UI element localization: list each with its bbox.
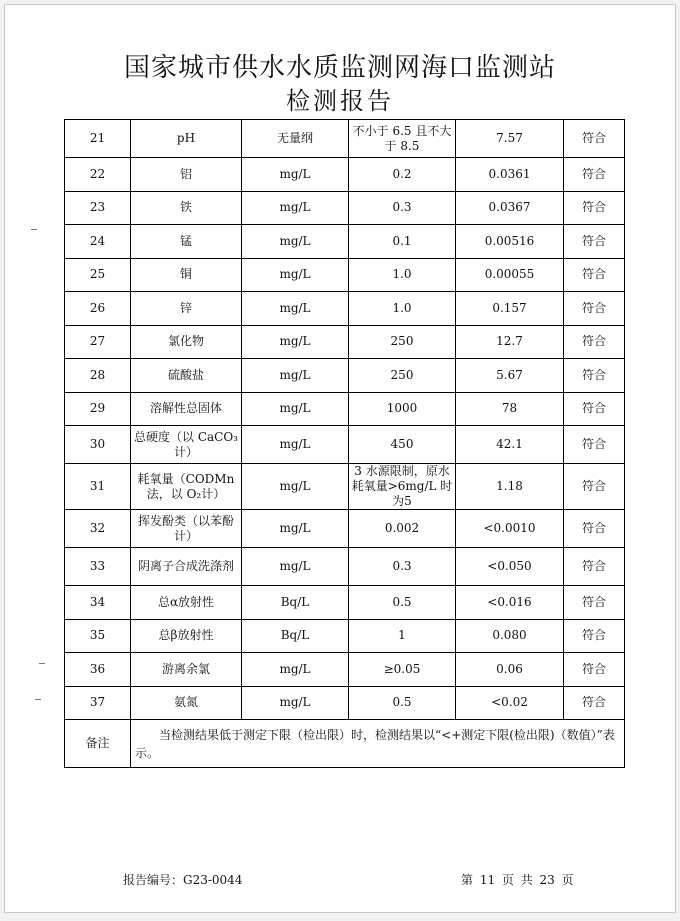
item-name: 锌 (131, 292, 242, 326)
row-number: 27 (65, 325, 131, 359)
note-text: 当检测结果低于测定下限（检出限）时，检测结果以“<+测定下限(检出限)（数值）”表示。 (135, 727, 615, 760)
scan-mark (39, 663, 45, 664)
limit-value: 不小于 6.5 且不大于 8.5 (349, 120, 456, 158)
table-row (65, 359, 625, 393)
limit-value: 0.5 (349, 686, 456, 720)
row-number: 30 (65, 426, 131, 464)
result-value: 78 (456, 392, 564, 426)
row-number: 35 (65, 619, 131, 653)
row-number: 32 (65, 510, 131, 548)
result-value: <0.02 (456, 686, 564, 720)
verdict: 符合 (564, 510, 625, 548)
result-value: 0.0367 (456, 191, 564, 225)
result-value: 0.0361 (456, 158, 564, 192)
unit: mg/L (242, 325, 349, 359)
result-value: 12.7 (456, 325, 564, 359)
row-number: 31 (65, 464, 131, 510)
limit-value: 0.2 (349, 158, 456, 192)
unit: mg/L (242, 225, 349, 259)
item-name: 总β放射性 (131, 619, 242, 653)
item-name: 阴离子合成洗涤剂 (131, 548, 242, 586)
verdict: 符合 (564, 158, 625, 192)
row-number: 37 (65, 686, 131, 720)
scan-mark (35, 699, 41, 700)
result-value: 42.1 (456, 426, 564, 464)
page-title: 国家城市供水水质监测网海口监测站 (123, 53, 556, 83)
limit-value: 0.002 (349, 510, 456, 548)
verdict: 符合 (564, 258, 625, 292)
limit-value: 0.3 (349, 548, 456, 586)
limit-value: 3 水源限制，原水耗氧量>6mg/L 时为5 (349, 464, 456, 510)
table-row (65, 510, 625, 548)
unit: mg/L (242, 392, 349, 426)
row-number: 21 (65, 120, 131, 158)
verdict: 符合 (564, 225, 625, 259)
unit: mg/L (242, 464, 349, 510)
item-name: 氨氮 (131, 686, 242, 720)
row-number: 23 (65, 191, 131, 225)
result-value: <0.050 (456, 548, 564, 586)
report-number: 报告编号：G23-0044 (123, 873, 243, 887)
result-value: 5.67 (456, 359, 564, 393)
row-number: 22 (65, 158, 131, 192)
item-name: 锰 (131, 225, 242, 259)
unit: Bq/L (242, 586, 349, 620)
table-row (65, 392, 625, 426)
item-name: 氯化物 (131, 325, 242, 359)
scan-mark (31, 229, 37, 230)
item-name: 耗氧量（CODMn法，以 O₂计） (131, 464, 242, 510)
limit-value: 1.0 (349, 292, 456, 326)
limit-value: 0.5 (349, 586, 456, 620)
limit-value: 1 (349, 619, 456, 653)
limit-value: 0.1 (349, 225, 456, 259)
verdict: 符合 (564, 426, 625, 464)
row-number: 33 (65, 548, 131, 586)
verdict: 符合 (564, 464, 625, 510)
verdict: 符合 (564, 548, 625, 586)
results-table (64, 119, 625, 768)
verdict: 符合 (564, 392, 625, 426)
verdict: 符合 (564, 653, 625, 687)
limit-value: 0.3 (349, 191, 456, 225)
result-value: 0.080 (456, 619, 564, 653)
verdict: 符合 (564, 325, 625, 359)
result-value: <0.016 (456, 586, 564, 620)
table-row (65, 258, 625, 292)
verdict: 符合 (564, 686, 625, 720)
note-row (65, 720, 625, 768)
note-label: 备注 (65, 720, 131, 768)
result-value: 0.06 (456, 653, 564, 687)
verdict: 符合 (564, 191, 625, 225)
table-row (65, 686, 625, 720)
table-row (65, 653, 625, 687)
item-name: 溶解性总固体 (131, 392, 242, 426)
result-value: 0.00516 (456, 225, 564, 259)
item-name: 铁 (131, 191, 242, 225)
row-number: 36 (65, 653, 131, 687)
item-name: 铝 (131, 158, 242, 192)
row-number: 26 (65, 292, 131, 326)
result-value: <0.0010 (456, 510, 564, 548)
limit-value: ≥0.05 (349, 653, 456, 687)
item-name: pH (131, 120, 242, 158)
report-page (4, 4, 676, 913)
row-number: 24 (65, 225, 131, 259)
item-name: 游离余氯 (131, 653, 242, 687)
table-row (65, 548, 625, 586)
unit: 无量纲 (242, 120, 349, 158)
result-value: 7.57 (456, 120, 564, 158)
table-row (65, 120, 625, 158)
unit: mg/L (242, 686, 349, 720)
item-name: 总硬度（以 CaCO₃计） (131, 426, 242, 464)
table-row (65, 586, 625, 620)
unit: mg/L (242, 292, 349, 326)
unit: mg/L (242, 158, 349, 192)
row-number: 29 (65, 392, 131, 426)
page-subtitle: 检测报告 (286, 87, 394, 115)
table-row (65, 158, 625, 192)
verdict: 符合 (564, 586, 625, 620)
table-row (65, 426, 625, 464)
item-name: 铜 (131, 258, 242, 292)
item-name: 总α放射性 (131, 586, 242, 620)
page-number: 第 11 页 共 23 页 (461, 873, 574, 887)
table-row (65, 191, 625, 225)
result-value: 0.00055 (456, 258, 564, 292)
unit: mg/L (242, 653, 349, 687)
unit: mg/L (242, 191, 349, 225)
verdict: 符合 (564, 359, 625, 393)
row-number: 34 (65, 586, 131, 620)
unit: mg/L (242, 510, 349, 548)
item-name: 挥发酚类（以苯酚计） (131, 510, 242, 548)
item-name: 硫酸盐 (131, 359, 242, 393)
limit-value: 250 (349, 359, 456, 393)
table-row (65, 325, 625, 359)
result-value: 1.18 (456, 464, 564, 510)
unit: mg/L (242, 359, 349, 393)
table-row (65, 225, 625, 259)
unit: mg/L (242, 426, 349, 464)
row-number: 28 (65, 359, 131, 393)
verdict: 符合 (564, 120, 625, 158)
verdict: 符合 (564, 292, 625, 326)
table-row (65, 292, 625, 326)
verdict: 符合 (564, 619, 625, 653)
unit: mg/L (242, 548, 349, 586)
result-value: 0.157 (456, 292, 564, 326)
row-number: 25 (65, 258, 131, 292)
table-row (65, 464, 625, 510)
limit-value: 1.0 (349, 258, 456, 292)
unit: Bq/L (242, 619, 349, 653)
limit-value: 1000 (349, 392, 456, 426)
limit-value: 250 (349, 325, 456, 359)
unit: mg/L (242, 258, 349, 292)
limit-value: 450 (349, 426, 456, 464)
table-row (65, 619, 625, 653)
